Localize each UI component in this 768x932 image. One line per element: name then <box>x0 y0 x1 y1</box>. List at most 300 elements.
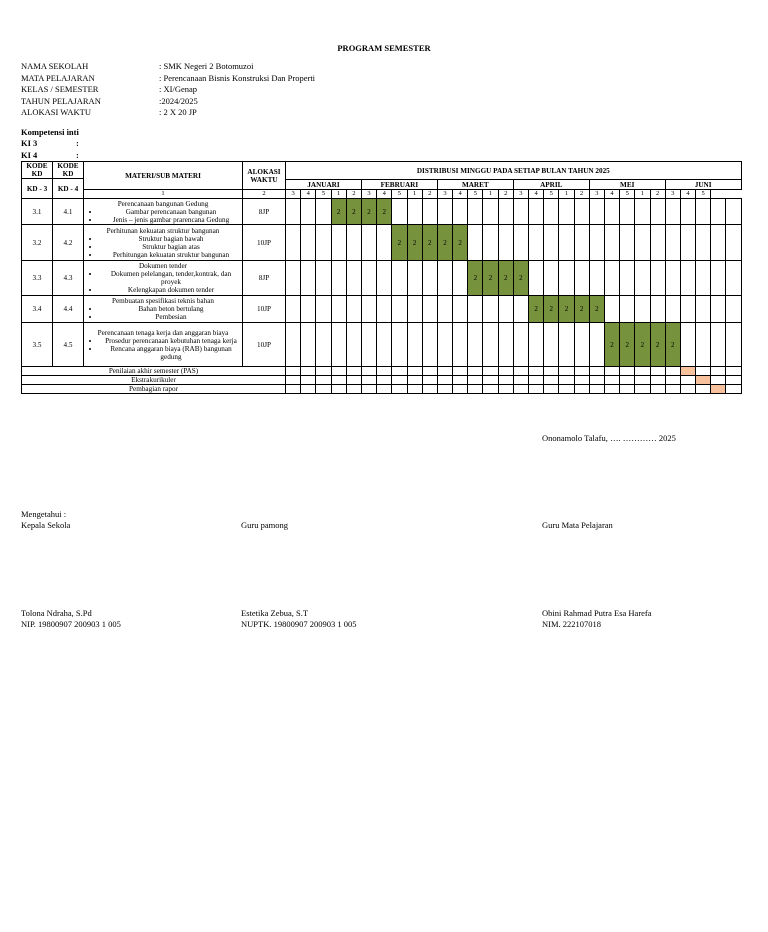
week-cell <box>377 261 392 296</box>
week-cell <box>331 323 346 367</box>
week-cell <box>392 367 407 376</box>
week-cell <box>361 323 376 367</box>
week-cell <box>604 367 619 376</box>
week-cell <box>529 367 544 376</box>
kd4-cell: 4.1 <box>53 199 84 225</box>
week-cell <box>726 225 741 261</box>
info-label: MATA PELAJARAN <box>21 72 95 83</box>
table-row <box>22 323 742 367</box>
signature-name: Estetika Zebua, S.T <box>241 608 309 618</box>
week-cell-filled: 2 <box>635 323 650 367</box>
week-number: 4 <box>377 190 392 199</box>
week-cell <box>407 385 422 394</box>
materi-cell <box>84 225 243 261</box>
week-cell <box>286 296 301 323</box>
table-row <box>22 261 742 296</box>
week-cell-filled: 2 <box>407 225 422 261</box>
week-cell <box>377 367 392 376</box>
sub-materi-item: • Struktur bagian bawah <box>100 235 242 243</box>
signature-name: Obini Rahmad Putra Esa Harefa <box>542 608 652 618</box>
month-header: FEBRUARI <box>361 180 437 190</box>
signature-id: NIP. 19800907 200903 1 005 <box>21 619 121 629</box>
week-cell <box>620 261 635 296</box>
week-cell <box>513 199 528 225</box>
week-cell-filled: 2 <box>529 296 544 323</box>
activity-label: Pembagian rapor <box>22 385 286 394</box>
week-cell-filled: 2 <box>604 323 619 367</box>
week-cell <box>680 376 695 385</box>
week-cell <box>726 367 741 376</box>
week-number: 3 <box>361 190 376 199</box>
week-cell <box>377 385 392 394</box>
week-cell <box>301 296 316 323</box>
month-header: JANUARI <box>286 180 362 190</box>
week-cell <box>331 385 346 394</box>
week-cell <box>711 376 726 385</box>
kd3-cell: 3.1 <box>22 199 53 225</box>
week-number: 1 <box>635 190 650 199</box>
week-cell <box>696 367 711 376</box>
activity-row <box>22 367 742 376</box>
week-number: 1 <box>559 190 574 199</box>
week-cell <box>559 323 574 367</box>
sub-materi-item: • Kelengkapan dokumen tender <box>100 286 242 294</box>
week-cell <box>407 376 422 385</box>
week-cell <box>483 376 498 385</box>
week-cell <box>301 367 316 376</box>
week-cell <box>407 199 422 225</box>
week-cell-filled: 2 <box>437 225 452 261</box>
week-cell <box>589 367 604 376</box>
info-row <box>21 73 315 85</box>
week-cell-filled: 2 <box>483 261 498 296</box>
info-value: : 2 X 20 JP <box>159 107 197 117</box>
info-row <box>21 107 315 119</box>
week-cell <box>468 199 483 225</box>
week-cell <box>437 199 452 225</box>
signature-id: NIM. 222107018 <box>542 619 602 629</box>
week-cell <box>498 225 513 261</box>
week-number: 5 <box>468 190 483 199</box>
week-cell <box>604 199 619 225</box>
week-number: 5 <box>392 190 407 199</box>
week-cell <box>407 323 422 367</box>
week-cell <box>377 376 392 385</box>
sub-materi-list <box>84 305 242 321</box>
sub-materi-list <box>84 337 242 361</box>
kd3-cell: 3.4 <box>22 296 53 323</box>
materi-cell <box>84 199 243 225</box>
table-row <box>22 296 742 323</box>
week-cell <box>711 367 726 376</box>
week-cell <box>361 367 376 376</box>
ki-row <box>21 150 79 161</box>
week-cell <box>331 367 346 376</box>
week-cell-filled: 2 <box>574 296 589 323</box>
week-cell <box>392 261 407 296</box>
week-cell <box>635 367 650 376</box>
week-cell <box>468 376 483 385</box>
sub-materi-item: • Gambar perencanaan bangunan <box>100 208 242 216</box>
week-cell <box>498 385 513 394</box>
kd3-header: KD - 3 <box>22 179 53 199</box>
week-cell <box>635 199 650 225</box>
week-cell <box>589 199 604 225</box>
week-cell <box>286 261 301 296</box>
week-cell <box>696 385 711 394</box>
week-cell <box>316 199 331 225</box>
info-row <box>21 61 315 73</box>
week-cell <box>650 296 665 323</box>
week-cell <box>483 199 498 225</box>
week-cell <box>544 261 559 296</box>
week-cell <box>346 261 361 296</box>
week-cell <box>316 323 331 367</box>
kd4-header: KD - 4 <box>53 179 84 199</box>
week-cell <box>559 225 574 261</box>
week-cell <box>529 199 544 225</box>
week-cell <box>589 261 604 296</box>
week-cell-filled: 2 <box>422 225 437 261</box>
ki-row <box>21 138 79 149</box>
week-cell <box>544 225 559 261</box>
week-cell-filled: 2 <box>559 296 574 323</box>
week-cell <box>361 225 376 261</box>
info-label: NAMA SEKOLAH <box>21 61 89 71</box>
week-cell <box>468 225 483 261</box>
week-cell <box>604 385 619 394</box>
week-cell <box>422 296 437 323</box>
week-number: 1 <box>483 190 498 199</box>
week-cell <box>711 199 726 225</box>
week-cell <box>286 376 301 385</box>
week-cell <box>726 261 741 296</box>
school-info <box>21 61 315 119</box>
kd3-cell: 3.3 <box>22 261 53 296</box>
week-cell <box>286 199 301 225</box>
week-cell <box>422 261 437 296</box>
week-cell <box>453 385 468 394</box>
week-cell <box>346 367 361 376</box>
week-cell <box>346 376 361 385</box>
week-cell <box>361 385 376 394</box>
kode-kd-header: KODE KD <box>22 162 53 179</box>
week-number: 3 <box>286 190 301 199</box>
week-cell <box>286 225 301 261</box>
mengetahui-label: Mengetahui : <box>21 509 67 519</box>
activity-row <box>22 376 742 385</box>
week-cell <box>650 385 665 394</box>
week-cell <box>331 225 346 261</box>
week-cell <box>574 367 589 376</box>
week-number: 2 <box>243 190 286 199</box>
week-cell <box>696 225 711 261</box>
week-cell <box>468 323 483 367</box>
week-cell <box>574 385 589 394</box>
week-cell <box>650 376 665 385</box>
week-cell <box>498 296 513 323</box>
week-cell-filled: 2 <box>665 323 680 367</box>
week-cell <box>620 385 635 394</box>
materi-cell <box>84 323 243 367</box>
week-number: 4 <box>453 190 468 199</box>
sub-materi-item: • Struktur bagian atas <box>100 243 242 251</box>
week-cell <box>483 225 498 261</box>
week-cell <box>422 385 437 394</box>
week-cell <box>316 376 331 385</box>
week-cell <box>665 225 680 261</box>
activity-week-marker <box>696 376 711 385</box>
week-cell <box>361 296 376 323</box>
week-cell <box>650 367 665 376</box>
week-cell <box>453 323 468 367</box>
week-cell <box>574 199 589 225</box>
week-cell <box>513 225 528 261</box>
week-cell <box>301 199 316 225</box>
week-cell <box>635 296 650 323</box>
week-cell <box>589 376 604 385</box>
week-number: 5 <box>316 190 331 199</box>
week-cell <box>574 323 589 367</box>
week-cell-filled: 2 <box>544 296 559 323</box>
week-cell <box>422 376 437 385</box>
week-cell <box>620 367 635 376</box>
week-cell-filled: 2 <box>468 261 483 296</box>
week-cell-filled: 2 <box>331 199 346 225</box>
week-cell <box>726 296 741 323</box>
week-cell <box>544 367 559 376</box>
materi-title: Dokumen tender <box>138 262 188 270</box>
week-cell <box>483 367 498 376</box>
week-cell <box>696 296 711 323</box>
week-cell <box>711 296 726 323</box>
week-cell <box>331 261 346 296</box>
week-cell <box>331 376 346 385</box>
place-date: Ononamolo Talafu, …. ………… 2025 <box>542 433 676 443</box>
week-cell <box>392 323 407 367</box>
week-cell <box>604 376 619 385</box>
week-cell <box>483 323 498 367</box>
week-number: 3 <box>437 190 452 199</box>
month-header: APRIL <box>513 180 589 190</box>
signature-id: NUPTK. 19800907 200903 1 005 <box>241 619 357 629</box>
month-header: MARET <box>437 180 513 190</box>
week-cell <box>726 199 741 225</box>
week-cell-filled: 2 <box>620 323 635 367</box>
week-cell <box>301 261 316 296</box>
week-cell-filled: 2 <box>346 199 361 225</box>
week-cell <box>331 296 346 323</box>
week-cell <box>392 199 407 225</box>
week-cell <box>529 376 544 385</box>
week-number: 4 <box>604 190 619 199</box>
week-number: 5 <box>620 190 635 199</box>
week-cell <box>422 199 437 225</box>
table-row <box>22 225 742 261</box>
week-cell <box>544 385 559 394</box>
week-cell <box>407 367 422 376</box>
week-cell <box>316 296 331 323</box>
week-cell <box>665 261 680 296</box>
week-cell <box>559 261 574 296</box>
week-cell <box>665 199 680 225</box>
week-cell <box>574 225 589 261</box>
week-cell <box>680 385 695 394</box>
week-cell <box>529 323 544 367</box>
week-cell <box>346 296 361 323</box>
week-cell <box>711 323 726 367</box>
week-cell <box>513 385 528 394</box>
week-cell <box>635 225 650 261</box>
week-cell <box>483 296 498 323</box>
week-cell <box>665 296 680 323</box>
info-label: KELAS / SEMESTER <box>21 84 99 94</box>
week-cell <box>620 199 635 225</box>
sub-materi-item: • Perhitungan kekuatan struktur bangunan <box>100 251 242 259</box>
materi-cell <box>84 296 243 323</box>
week-cell <box>437 296 452 323</box>
week-number: 2 <box>650 190 665 199</box>
week-cell <box>453 261 468 296</box>
week-cell <box>513 367 528 376</box>
info-value: :2024/2025 <box>159 95 198 106</box>
signature-role: Kepala Sekola <box>21 520 71 530</box>
week-cell <box>346 385 361 394</box>
distribusi-header: DISTRIBUSI MINGGU PADA SETIAP BULAN TAHUN 2025 <box>286 162 742 180</box>
ki-label: KI 3 <box>21 138 38 149</box>
week-cell <box>665 385 680 394</box>
week-cell <box>346 225 361 261</box>
week-cell <box>574 376 589 385</box>
week-cell <box>635 385 650 394</box>
sub-materi-item: • Pembesian <box>100 313 242 321</box>
week-cell <box>711 225 726 261</box>
week-cell <box>468 367 483 376</box>
week-cell <box>726 323 741 367</box>
week-cell <box>635 261 650 296</box>
week-cell <box>604 261 619 296</box>
week-cell <box>316 261 331 296</box>
week-cell <box>726 385 741 394</box>
week-cell <box>392 296 407 323</box>
week-cell <box>589 385 604 394</box>
week-cell <box>513 376 528 385</box>
activity-week-marker <box>680 367 695 376</box>
week-cell <box>696 199 711 225</box>
ki-label: KI 4 <box>21 149 38 160</box>
month-header: MEI <box>589 180 665 190</box>
kd3-cell: 3.5 <box>22 323 53 367</box>
signature-role: Guru pamong <box>241 520 288 530</box>
kompetensi-heading: Kompetensi inti <box>21 127 79 137</box>
week-cell <box>498 199 513 225</box>
week-cell-filled: 2 <box>513 261 528 296</box>
week-cell <box>726 376 741 385</box>
week-cell <box>620 296 635 323</box>
sub-materi-item: • Bahan beton bertulang <box>100 305 242 313</box>
week-cell <box>544 376 559 385</box>
materi-title: Pembuatan spesifikasi teknis bahan <box>111 297 214 305</box>
sub-materi-list <box>84 270 242 294</box>
week-row <box>22 190 742 199</box>
week-cell <box>377 225 392 261</box>
week-cell <box>361 261 376 296</box>
week-cell <box>680 296 695 323</box>
week-cell <box>620 225 635 261</box>
kompetensi-inti <box>21 127 79 161</box>
kd4-cell: 4.3 <box>53 261 84 296</box>
materi-title: Perencanaan bangunan Gedung <box>117 199 209 208</box>
week-cell <box>513 296 528 323</box>
week-cell <box>529 225 544 261</box>
alokasi-cell: 10JP <box>243 225 286 261</box>
week-number: 4 <box>301 190 316 199</box>
schedule-table <box>21 161 742 394</box>
week-cell <box>650 261 665 296</box>
info-label: TAHUN PELAJARAN <box>21 95 101 106</box>
week-cell <box>392 376 407 385</box>
week-number: 4 <box>529 190 544 199</box>
week-cell <box>316 225 331 261</box>
header-row <box>22 162 742 179</box>
materi-header: MATERI/SUB MATERI <box>84 162 243 190</box>
info-value: : Perencanaan Bisnis Konstruksi Dan Properti <box>159 72 316 83</box>
alokasi-cell: 10JP <box>243 323 286 367</box>
table-row <box>22 199 742 225</box>
activity-row <box>22 385 742 394</box>
week-cell <box>301 323 316 367</box>
week-cell <box>635 376 650 385</box>
week-cell <box>422 367 437 376</box>
week-number: 1 <box>407 190 422 199</box>
week-cell-filled: 2 <box>377 199 392 225</box>
week-cell <box>437 261 452 296</box>
week-cell <box>407 261 422 296</box>
activity-label: Ekstrakurikuler <box>22 376 286 385</box>
week-cell <box>437 376 452 385</box>
week-cell <box>574 261 589 296</box>
alokasi-cell: 10JP <box>243 296 286 323</box>
month-header: JUNI <box>665 180 741 190</box>
info-value: : XI/Genap <box>159 84 198 94</box>
alokasi-header: ALOKASI WAKTU <box>243 162 286 190</box>
info-row <box>21 84 315 96</box>
page-title: PROGRAM SEMESTER <box>337 43 431 53</box>
week-cell <box>468 385 483 394</box>
week-cell <box>301 376 316 385</box>
sub-materi-item: • Prosedur perencanaan kebutuhan tenaga kerja <box>100 337 242 345</box>
week-cell <box>437 367 452 376</box>
ki-value: : <box>76 138 79 149</box>
kd4-cell: 4.2 <box>53 225 84 261</box>
week-cell <box>301 225 316 261</box>
week-cell <box>316 367 331 376</box>
week-cell <box>711 261 726 296</box>
week-cell <box>680 323 695 367</box>
week-cell <box>377 323 392 367</box>
week-number: 2 <box>574 190 589 199</box>
week-cell <box>286 385 301 394</box>
week-cell <box>559 376 574 385</box>
sub-materi-item: • Dokumen pelelangan, tender,kontrak, dan proyek <box>100 270 242 286</box>
materi-title: Perhitunan kekuatan struktur bangunan <box>106 226 220 235</box>
week-number: 5 <box>544 190 559 199</box>
week-cell-filled: 2 <box>453 225 468 261</box>
info-value: : SMK Negeri 2 Botomuzoi <box>159 61 254 71</box>
week-cell <box>453 376 468 385</box>
ki-value: : <box>76 149 79 160</box>
week-cell <box>604 225 619 261</box>
